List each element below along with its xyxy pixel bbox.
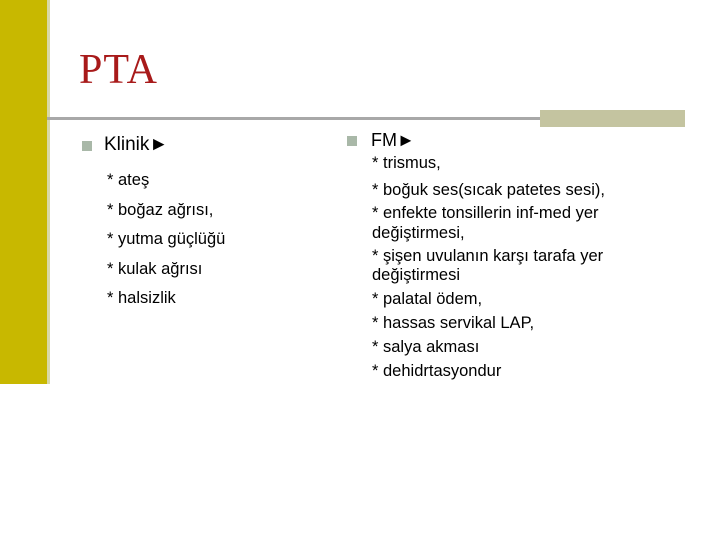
side-accent-bar <box>0 0 47 384</box>
right-heading: FM► <box>371 130 415 150</box>
left-item: * kulak ağrısı <box>107 260 203 278</box>
right-line: * enfekte tonsillerin inf-med yer <box>372 204 599 222</box>
title-divider-block <box>540 110 685 127</box>
left-item: * boğaz ağrısı, <box>107 201 214 219</box>
right-line: * salya akması <box>372 338 480 356</box>
bullet-square-icon <box>347 136 357 146</box>
left-item: * ateş <box>107 171 150 189</box>
right-line: değiştirmesi <box>372 266 461 284</box>
left-item: * halsizlik <box>107 289 176 307</box>
right-line: * trismus, <box>372 154 441 172</box>
right-line: * hassas servikal LAP, <box>372 314 535 332</box>
right-line: * şişen uvulanın karşı tarafa yer <box>372 247 604 265</box>
right-line: değiştirmesi, <box>372 224 465 242</box>
right-line: * palatal ödem, <box>372 290 483 308</box>
left-item: * yutma güçlüğü <box>107 230 226 248</box>
right-line: * dehidrtasyondur <box>372 362 502 380</box>
side-accent-strip <box>47 0 50 384</box>
right-line: * boğuk ses(sıcak patetes sesi), <box>372 181 605 199</box>
left-heading: Klinik► <box>104 134 169 155</box>
bullet-square-icon <box>82 141 92 151</box>
slide-title: PTA <box>79 47 158 93</box>
